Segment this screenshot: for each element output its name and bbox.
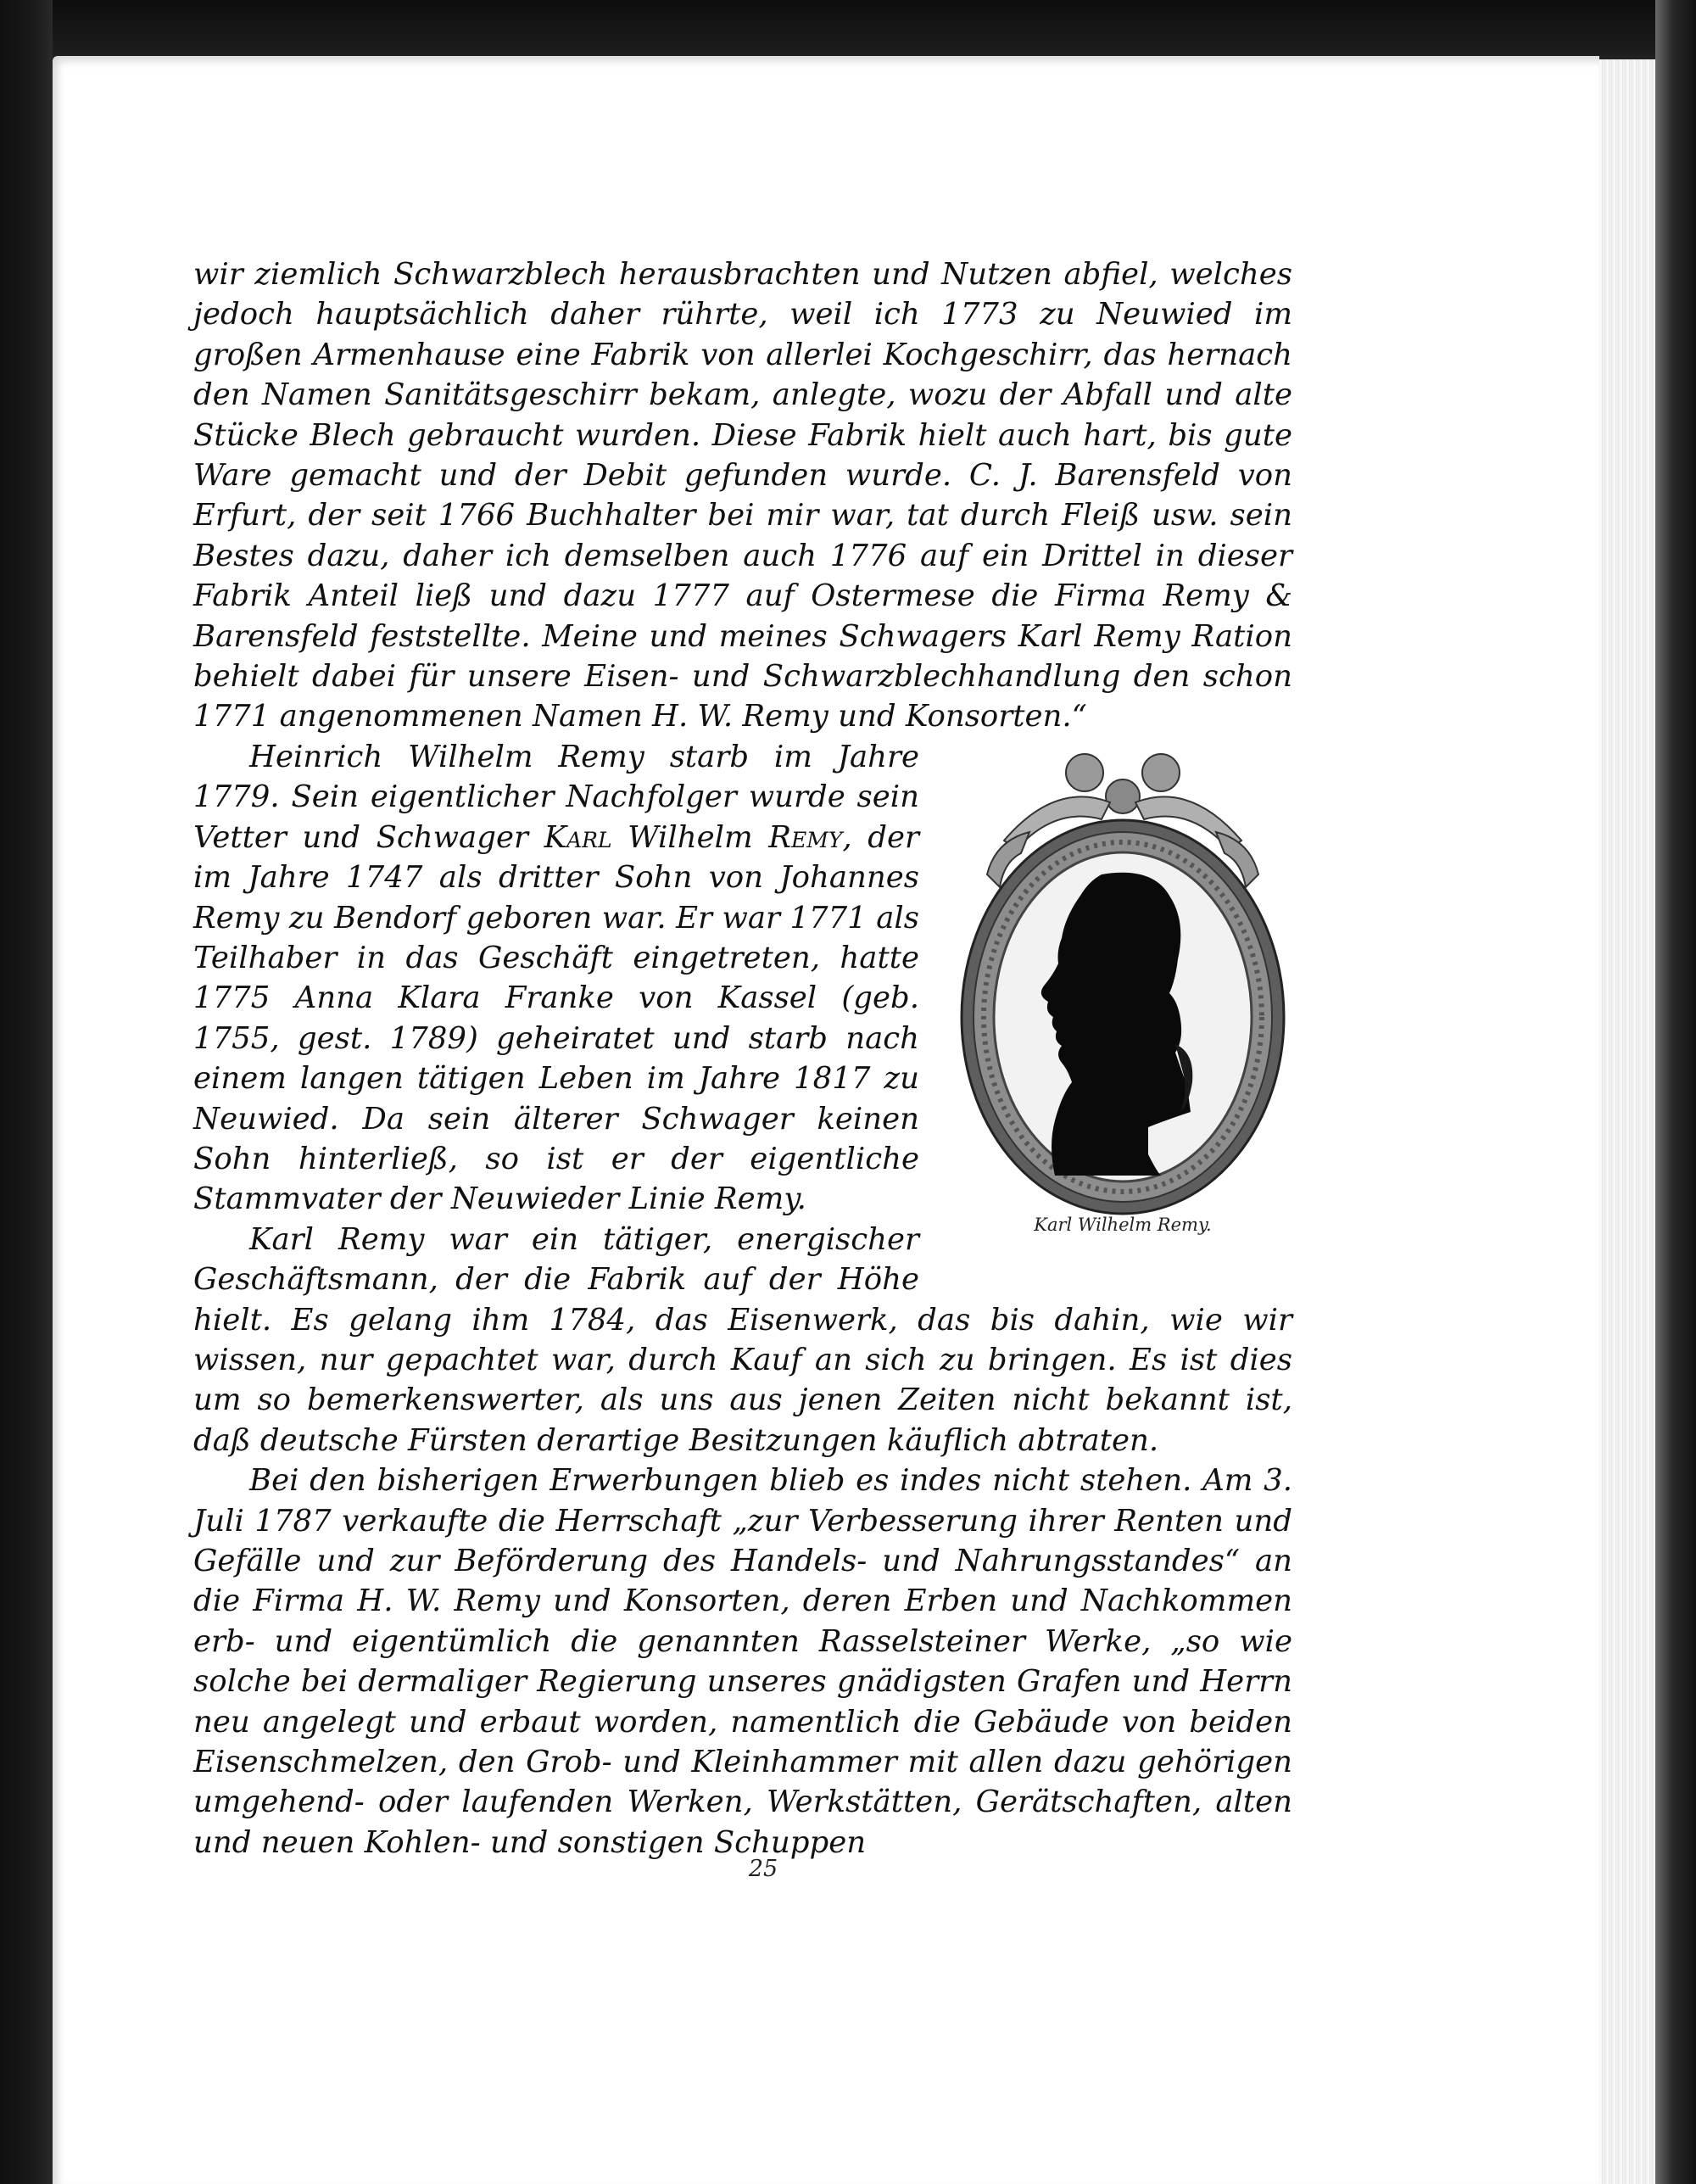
- paragraph-2-text-c: , der im Jahre 1747 als dritter Sohn von Johannes Remy zu Bendorf geboren war. Er war 1771 als Teilhaber in das Geschäft eingetreten, hatte 1775 Anna Klara Franke von Kassel (geb. 1755, gest. 1789) geheiratet und starb nach einem langen tätigen Leben im Jahre 1817 zu Neuwied. Da sein älterer Schwager keinen Sohn hinterließ, so ist er der eigentliche Stammvater der Neuwieder Linie Remy.: [193, 819, 919, 1217]
- paragraph-1: wir ziemlich Schwarzblech herausbrachten und Nutzen abfiel, welches jedoch hauptsächlich daher rührte, weil ich 1773 zu Neuwied im großen Armenhause eine Fabrik von allerlei Kochgeschirr, das hernach den Namen Sanitätsgeschirr bekam, anlegte, wozu der Abfall und alte Stücke Blech gebraucht wurden. Diese Fabrik hielt auch hart, bis gute Ware gemacht und der Debit gefunden wurde. C. J. Barensfeld von Erfurt, der seit 1766 Buchhalter bei mir war, tat durch Fleiß usw. sein Bestes dazu, daher ich demselben auch 1776 auf ein Drittel in dieser Fabrik Anteil ließ und dazu 1777 auf Ostermese die Firma Remy & Barensfeld feststellte. Meine und meines Schwagers Karl Remy Ration behielt dabei für unsere Eisen- und Schwarzblechhandlung den schon 1771 angenommenen Namen H. W. Remy und Konsorten.“: [193, 257, 1292, 735]
- paragraph-4: Bei den bisherigen Erwerbungen blieb es indes nicht stehen. Am 3. Juli 1787 verkaufte die Herrschaft „zur Verbesserung ihrer Renten und Gefälle und zur Beförderung des Handels- und Nahrungsstandes“ an die Firma H. W. Remy und Konsorten, deren Erben und Nachkommen erb- und eigentümlich die genannten Rasselsteiner Werke, „so wie solche bei dermaliger Regierung unseres gnädigsten Grafen und Herrn neu angelegt und erbaut worden, namentlich die Gebäude von beiden Eisenschmelzen, den Grob- und Kleinhammer mit allen dazu gehörigen umgehend- oder laufenden Werken, Werkstätten, Gerätschaften, alten und neuen Kohlen- und sonstigen Schuppen: [193, 1463, 1292, 1860]
- portrait-figure: [953, 747, 1292, 1273]
- page-number-text: 25: [748, 1856, 778, 1882]
- paragraph-2-text-b: Wilhelm: [611, 819, 769, 855]
- paragraph-2-text-a: Heinrich Wilhelm Remy starb im Jahre 1779. Sein eigentlicher Nachfolger wurde sein Vetter und Schwager: [193, 739, 919, 855]
- figure-caption: Karl Wilhelm Remy.: [1034, 1214, 1212, 1235]
- name-karl: Karl: [544, 819, 612, 855]
- silhouette-portrait-image: [953, 747, 1292, 1222]
- paragraph-3: Karl Remy war ein tätiger, energischer Geschäftsmann, der die Fabrik auf der Höhe hielt. Es gelang ihm 1784, das Eisenwerk, das bis dahin, wie wir wissen, nur gepachtet war, durch Kauf an sich zu bringen. Es ist dies um so bemerkenswerter, als uns aus jenen Zeiten nicht bekannt ist, daß deutsche Fürsten derartige Besitzungen käuflich abtraten.: [193, 1221, 1292, 1458]
- body-text: [193, 254, 1292, 1863]
- name-remy: Remy: [768, 819, 843, 855]
- page-number: [0, 1856, 1696, 1882]
